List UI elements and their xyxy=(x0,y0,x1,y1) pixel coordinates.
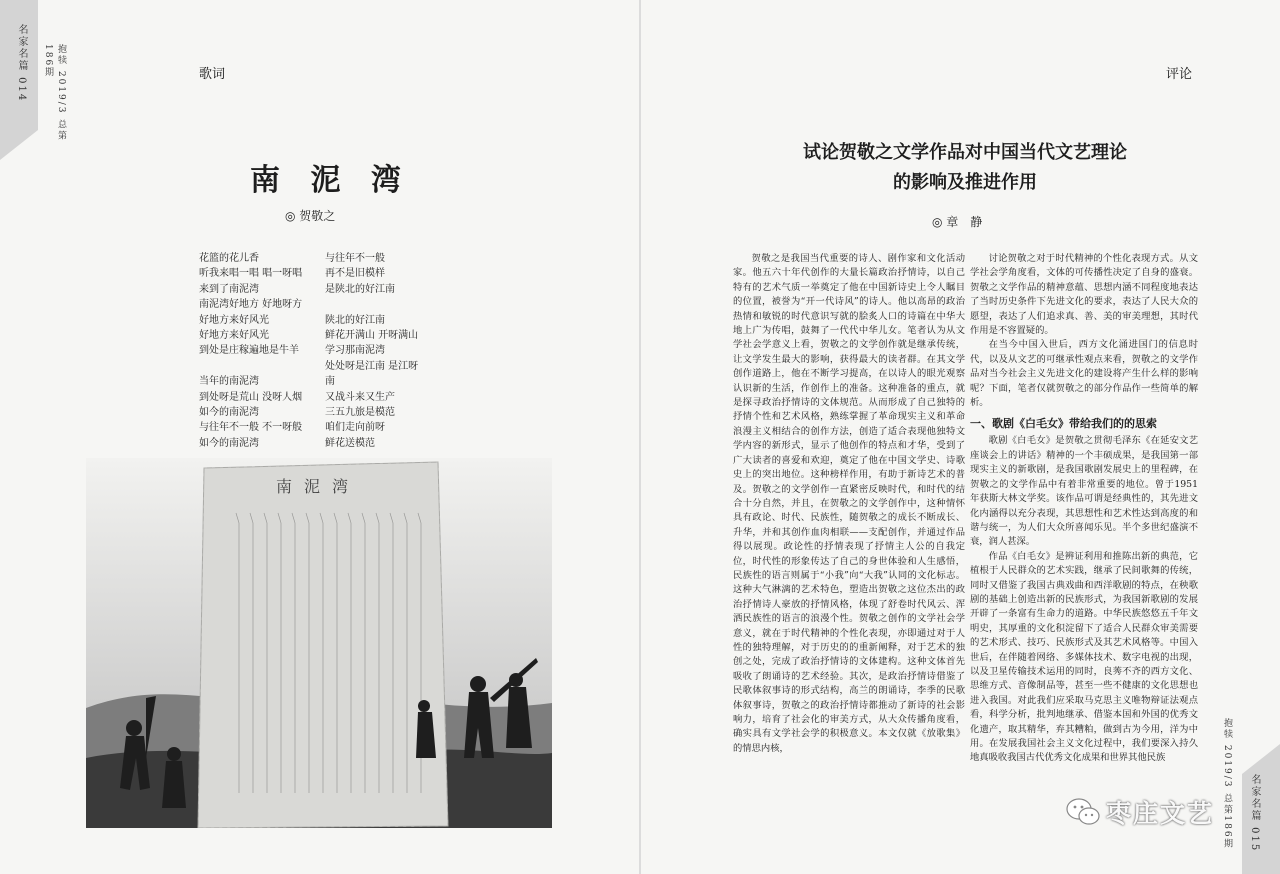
article-paragraph: 在当今中国入世后，西方文化涌进国门的信息时代，以及从文艺的可继承性观点来看，贺敬之的文学作品对当今社会主义先进文化的建设将产生什么样的影响呢？下面，笔者仅就贺敬之的部分作品作一些简单的解析。 xyxy=(970,339,1198,409)
article-column-2 xyxy=(970,252,1198,766)
poem-line: 如今的南泥湾 xyxy=(199,437,259,449)
article-column-1 xyxy=(733,252,965,756)
page-spine xyxy=(639,0,641,874)
article-section-heading: 一、歌剧《白毛女》带给我们的的思索 xyxy=(970,417,1157,431)
article-title-line2: 的影响及推进作用 xyxy=(893,172,1037,193)
poem-line: 三五九旅是模范 xyxy=(325,407,395,419)
poem-line: 是陕北的好江南 xyxy=(325,283,395,295)
poem-line: 鲜花送模范 xyxy=(325,437,375,449)
poem-line: 如今的南泥湾 xyxy=(199,407,259,419)
manuscript-photo xyxy=(86,458,552,828)
article-title-line1: 试论贺敬之文学作品对中国当代文艺理论 xyxy=(803,142,1127,163)
poem-line: 又战斗来又生产 xyxy=(325,391,395,403)
poem-line: 处处呀是江南 是江呀 xyxy=(325,360,419,372)
poem-author: ◎ 贺敬之 xyxy=(285,209,336,223)
poem-line: 花篮的花儿香 xyxy=(199,253,259,264)
poem-line: 陕北的好江南 xyxy=(325,314,385,326)
poem-line: 咱们走向前呀 xyxy=(325,422,385,434)
poem-title: 南 泥 湾 xyxy=(250,163,411,198)
left-journal-info: 抱犊 2019/3 总第186期 xyxy=(43,44,66,142)
poem-column-left xyxy=(199,251,302,451)
poem-line: 再不是旧模样 xyxy=(325,268,385,280)
poem-line: 当年的南泥湾 xyxy=(199,376,259,388)
poem-line: 好地方来好风光 xyxy=(199,314,269,326)
watermark-text: 枣庄文艺 xyxy=(1106,799,1215,828)
section-label-lyrics: 歌词 xyxy=(199,67,226,82)
poem-line: 到处呀是荒山 没呀人烟 xyxy=(199,391,303,403)
wechat-watermark xyxy=(1066,793,1248,831)
poem-line: 听我来唱一唱 唱一呀唱 xyxy=(199,268,303,280)
right-journal-info: 抱犊 2019/3 总第186期 xyxy=(1222,718,1232,850)
poem-line xyxy=(325,297,418,312)
poem-line: 与往年不一般 xyxy=(325,253,385,264)
poem-column-right xyxy=(325,251,418,451)
article-paragraph: 讨论贺敬之对于时代精神的个性化表现方式。从文学社会学角度看，文体的可传播性决定了自身的盛衰。贺敬之文学作品的精神意蕴、思想内涵不同程度地表达了当时历史条件下先进文化的要求，表达了人民大众的愿望，表达了人们追求真、善、美的审美理想，其时代作用是不容置疑的。 xyxy=(970,253,1198,337)
left-margin-label: 名家名篇 014 xyxy=(16,24,27,103)
poem-line: 好地方来好风光 xyxy=(199,330,269,342)
poem-line: 到处是庄稼遍地是牛羊 xyxy=(199,345,299,357)
poem-line xyxy=(199,359,302,374)
article-paragraph: 作品《白毛女》是辨证利用和推陈出新的典范，它植根于人民群众的艺术实践，继承了民间歌舞的传统，同时又借鉴了我国古典戏曲和西洋歌剧的特点，在秧歌剧的基础上创造出新的民族形式，为我国新歌剧的发展开辟了一条富有生命力的道路。中华民族悠悠五千年文明史，其厚重的文化积淀留下了适合人民群众审美需要的艺术形式、技巧、民族形式及其艺术风格等。中国入世后，在伴随着网络、多媒体技术、数字电视的出现，以及卫星传输技术运用的同时，良莠不齐的西方文化、思维方式、音像制品等，甚至一些不健康的文化思想也进入我国。对此我们应采取马克思主义唯物辩证法观点看，科学分析，批判地继承、借鉴本国和外国的优秀文化遗产，取其精华，弃其糟粕，做到古为今用，洋为中用。在发展我国社会主义文化过程中，我们要深入持久地真吸收我国古代优秀文化成果和世界其他民族 xyxy=(970,550,1198,764)
article-author: ◎ 章 静 xyxy=(932,215,983,229)
wechat-icon xyxy=(1066,798,1100,826)
article-paragraph: 歌剧《白毛女》是贺敬之贯彻毛泽东《在延安文艺座谈会上的讲话》精神的一个丰硕成果，是我国第一部现实主义的新歌剧，是我国歌剧发展史上的里程碑，在贺敬之的文学作品中有着非常重要的地位。曾于1951年获斯大林文学奖。该作品可谓是经典性的，其先进文化内涵得以充分表现，其思想性和艺术性达到高度的和谐与统一，为人们大众所喜闻乐见。半个多世纪盛演不衰，润人甚深。 xyxy=(970,435,1198,548)
article-paragraph: 贺敬之是我国当代重要的诗人、剧作家和文化活动家。他五六十年代创作的大量长篇政治抒情诗，以自己特有的艺术气质一举奠定了他在中国新诗史上令人瞩目的位置，被誉为“开一代诗风”的诗人。他以高昂的政治热情和敏锐的时代意识写就的脍炙人口的诗篇在中华大地上广为传唱，鼓舞了一代代中华儿女。笔者认为从文学社会学意义上看，贺敬之的文学创作就是继承传统，让文学发生最大的影响，获得最大的读者群。在其文学创作道路上，他在不断学习提高，在以诗人的眼光观察认识新的生活，作创作上的准备。这种准备的重点，就是探寻政治抒情诗的文体规范。从而形成了自己独特的抒情个性和艺术风格，熟练掌握了革命现实主义和革命浪漫主义相结合的创作方法，创造了适合表现他独特文学内容的新形式，显示了他创作的特点和才华，受到了广大读者的喜爱和欢迎，奠定了他在中国文学史、诗歌史上的突出地位。这种榜样作用，有助于新诗艺术的普及。贺敬之的文学创作一直紧密反映时代，和时代的结合十分自然，并且，在贺敬之的文学创作中，这种情怀具有政论、时代、民族性，随贺敬之的成长不断成长、升华，并和其创作血肉相联——支配创作，并通过作品得以展现。政论性的抒情表现了抒情主人公的自我定位，时代性的形象传达了自己的身世体验和人生感悟，民族性的语言则属于“小我”向“大我”认同的文化标志。这种大气淋漓的艺术特色，塑造出贺敬之这位杰出的政治抒情诗人豪放的抒情风格，体现了舒卷时代风云、浑洒民族性的语言的浪漫个性。贺敬之创作的文学社会学意义，就在于时代精神的个性化表现，亦即通过对于人性的独特理解，对于历史的的重新阐释，对于艺术的独创之处，完成了政治抒情诗的文体建构。这种文体首先吸收了朗诵诗的艺术经验。其次，是政治抒情诗借鉴了民歌体叙事诗的形式结构，高兰的朗诵诗，李季的民歌体叙事诗，贺敬之的政治抒情诗都推动了新诗的社会影响力，培育了社会化的审美方式，从大众传播角度看，确实具有文学社会学的积极意义。本文仅就《放歌集》的情思内核， xyxy=(733,253,965,754)
right-margin-label: 名家名篇 015 xyxy=(1249,774,1260,853)
poem-line: 来到了南泥湾 xyxy=(199,283,259,295)
poem-line: 南泥湾好地方 好地呀方 xyxy=(199,299,303,311)
section-label-review: 评论 xyxy=(1166,67,1193,82)
poem-line: 与往年不一般 不一呀般 xyxy=(199,422,303,434)
article-title xyxy=(735,138,1195,198)
manuscript-handwritten-title: 南泥湾 xyxy=(276,477,361,496)
poem-line: 学习那南泥湾 xyxy=(325,345,385,357)
poem-line: 鲜花开满山 开呀满山 xyxy=(325,330,419,342)
poem-line: 南 xyxy=(325,376,335,388)
